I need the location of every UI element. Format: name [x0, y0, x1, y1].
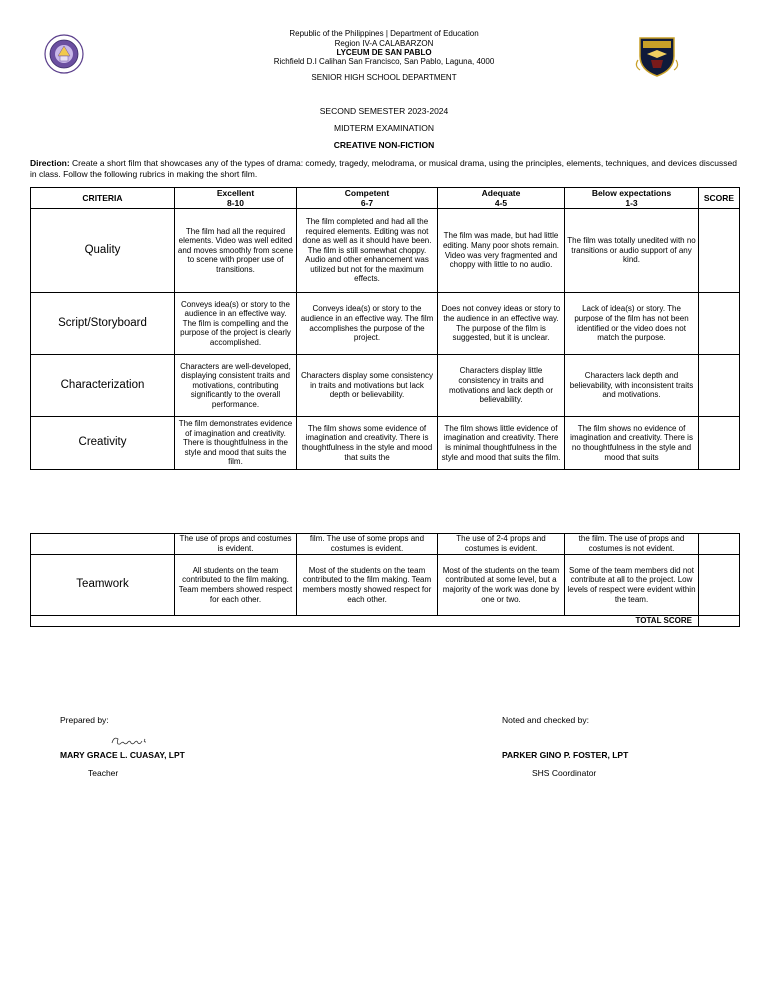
- continuation-excellent: The use of props and costumes is evident.: [175, 534, 297, 555]
- header-republic: Republic of the Philippines | Department of Education: [289, 29, 479, 38]
- table-row: [31, 209, 740, 293]
- criteria-characterization: Characterization: [31, 355, 175, 417]
- noted-by-label: Noted and checked by:: [502, 715, 589, 725]
- quality-adequate: The film was made, but had little editing. Many poor shots remain. Video was very fragmented and choppy with little to no audio.: [438, 209, 565, 293]
- header-excellent-label: Excellent: [216, 188, 255, 198]
- header-school: LYCEUM DE SAN PABLO: [336, 48, 432, 57]
- noted-by-role: SHS Coordinator: [532, 768, 597, 778]
- direction-text: [30, 158, 740, 180]
- semester-title: SECOND SEMESTER 2023-2024: [319, 106, 449, 116]
- header-competent-label: Competent: [344, 188, 390, 198]
- header-score: SCORE: [699, 188, 740, 209]
- header-below-range: 1-3: [625, 198, 638, 208]
- teamwork-excellent: All students on the team contributed to the film making. Team members showed respect for each other.: [175, 555, 297, 616]
- characterization-excellent: Characters are well-developed, displaying consistent traits and motivations, contributing significantly to the overall performance.: [175, 355, 297, 417]
- header-region: Region IV-A CALABARZON: [334, 39, 434, 48]
- script-adequate: Does not convey ideas or story to the audience in an effective way. The purpose of the film is suggested, but it is unclear.: [438, 293, 565, 355]
- creativity-adequate: The film shows little evidence of imagination and creativity. There is minimal thoughtfulness in the style and mood that suits the film.: [438, 417, 565, 470]
- creativity-excellent: The film demonstrates evidence of imagination and creativity. There is thoughtfulness in the style and mood that suits the film.: [175, 417, 297, 470]
- quality-competent: The film completed and had all the required elements. Editing was not done as well as it should have been. The film is still somewhat choppy. Audio and other enhancement was utilized but not for the maximum effects.: [297, 209, 438, 293]
- characterization-competent: Characters display some consistency in traits and motivations but lack depth or believability.: [297, 355, 438, 417]
- continuation-competent: film. The use of some props and costumes is evident.: [297, 534, 438, 555]
- quality-score-cell[interactable]: [699, 209, 740, 293]
- criteria-quality: Quality: [31, 209, 175, 293]
- criteria-script: Script/Storyboard: [31, 293, 175, 355]
- signature-scrawl: [110, 733, 150, 749]
- prepared-by-role: Teacher: [88, 768, 119, 778]
- header-below-label: Below expectations: [591, 188, 672, 198]
- header-adequate: [438, 188, 565, 209]
- criteria-teamwork: Teamwork: [31, 555, 175, 616]
- prepared-by-label: Prepared by:: [60, 715, 109, 725]
- header-adequate-range: 4-5: [494, 198, 508, 208]
- total-row: [31, 616, 740, 627]
- continuation-adequate: The use of 2-4 props and costumes is evident.: [438, 534, 565, 555]
- criteria-creativity: Creativity: [31, 417, 175, 470]
- header-address: Richfield D.I Calihan San Francisco, San Pablo, Laguna, 4000: [273, 57, 495, 66]
- creativity-below: The film shows no evidence of imagination and creativity. There is no thoughtfulness in the style and mood that suits: [565, 417, 699, 470]
- table-row: [31, 417, 740, 470]
- teamwork-below: Some of the team members did not contribute at all to the project. Low levels of respect were evident within the team.: [565, 555, 699, 616]
- teamwork-adequate: Most of the students on the team contributed at some level, but a majority of the work was done by one or two.: [438, 555, 565, 616]
- script-excellent: Conveys idea(s) or story to the audience in an effective way. The film is compelling and the purpose of the project is clearly accomplished.: [175, 293, 297, 355]
- script-competent: Conveys idea(s) or story to the audience in an effective way. The film accomplishes the purpose of the project.: [297, 293, 438, 355]
- subject-title: CREATIVE NON-FICTION: [333, 140, 435, 150]
- continuation-criteria-cell: [31, 534, 175, 555]
- continuation-below: the film. The use of props and costumes is not evident.: [565, 534, 699, 555]
- header-excellent-range: 8-10: [226, 198, 244, 208]
- table-row: [31, 293, 740, 355]
- table-row: [31, 534, 740, 555]
- header-competent: [297, 188, 438, 209]
- script-score-cell[interactable]: [699, 293, 740, 355]
- header-adequate-label: Adequate: [481, 188, 521, 198]
- header-competent-range: 6-7: [360, 198, 374, 208]
- header-below: [565, 188, 699, 209]
- quality-below: The film was totally unedited with no transitions or audio support of any kind.: [565, 209, 699, 293]
- table-row: [31, 555, 740, 616]
- teamwork-score-cell[interactable]: [699, 555, 740, 616]
- continuation-score-cell[interactable]: [699, 534, 740, 555]
- characterization-score-cell[interactable]: [699, 355, 740, 417]
- total-score-label: TOTAL SCORE: [31, 616, 699, 627]
- rubric-table: [30, 187, 740, 470]
- header-excellent: [175, 188, 297, 209]
- table-header-row: [31, 188, 740, 209]
- noted-by-name: PARKER GINO P. FOSTER, LPT: [502, 750, 629, 760]
- prepared-by-name: MARY GRACE L. CUASAY, LPT: [60, 750, 185, 760]
- creativity-competent: The film shows some evidence of imagination and creativity. There is thoughtfulness in the style and mood that suits the: [297, 417, 438, 470]
- creativity-score-cell[interactable]: [699, 417, 740, 470]
- teamwork-competent: Most of the students on the team contributed to the film making. Team members mostly showed respect for each other.: [297, 555, 438, 616]
- characterization-adequate: Characters display little consistency in traits and motivations and lack depth or believability.: [438, 355, 565, 417]
- direction-label: Direction:: [30, 158, 70, 168]
- script-below: Lack of idea(s) or story. The purpose of the film has not been identified or the video does not match the purpose.: [565, 293, 699, 355]
- header-criteria: CRITERIA: [31, 188, 175, 209]
- characterization-below: Characters lack depth and believability, with inconsistent traits and motivations.: [565, 355, 699, 417]
- total-score-cell[interactable]: [699, 616, 740, 627]
- rubric-table-continued: [30, 533, 740, 627]
- header-department: SENIOR HIGH SCHOOL DEPARTMENT: [311, 73, 457, 82]
- quality-excellent: The film had all the required elements. Video was well edited and moves smoothly from scene to scene with proper use of transitions.: [175, 209, 297, 293]
- exam-title: MIDTERM EXAMINATION: [334, 123, 434, 133]
- table-row: [31, 355, 740, 417]
- direction-body: Create a short film that showcases any of the types of drama: comedy, tragedy, melodrama, or musical drama, using the principles, elements, techniques, and devices discussed in class. Follow the following rubrics in making the short film.: [30, 158, 737, 179]
- deped-seal-icon: [44, 34, 84, 74]
- lyceum-seal-icon: [634, 30, 680, 78]
